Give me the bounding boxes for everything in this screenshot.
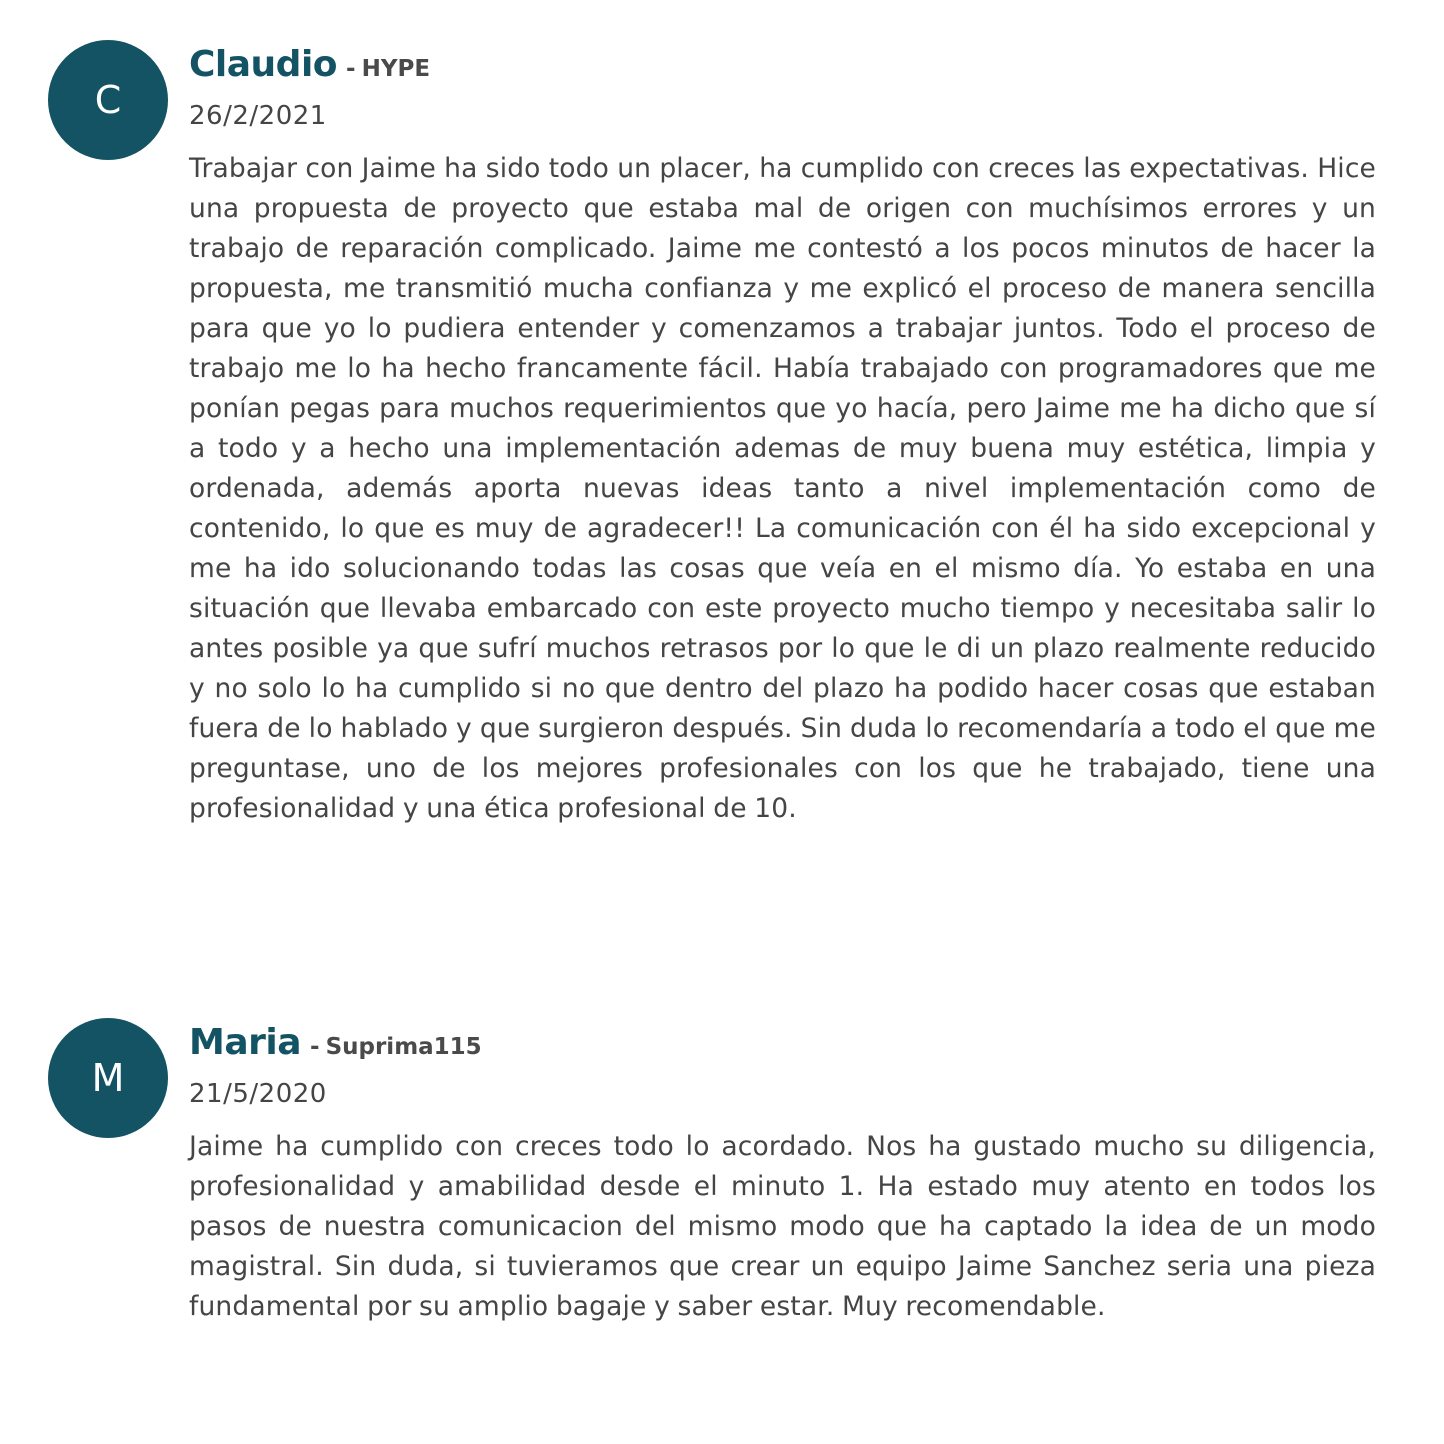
- author-line: [189, 44, 1376, 90]
- review-text: Jaime ha cumplido con creces todo lo acordado. Nos ha gustado mucho su diligencia, profesionalidad y amabilidad desde el minuto 1. Ha estado muy atento en todos los pasos de nuestra comunicacion del mismo modo que ha captado la idea de un modo magistral. Sin duda, si tuvieramos que crear un equipo Jaime Sanchez seria una pieza fundamental por su amplio bagaje y saber estar. Muy recomendable.: [189, 1131, 1376, 1322]
- review-content: [189, 1018, 1376, 1354]
- avatar: [48, 40, 168, 160]
- avatar-initial: C: [94, 78, 122, 122]
- author-company: Suprima115: [325, 1034, 482, 1060]
- review-content: [189, 40, 1376, 856]
- review-date: 21/5/2020: [189, 1079, 327, 1109]
- author-name: Claudio: [189, 44, 338, 85]
- author-separator: -: [346, 56, 356, 82]
- author-line: [189, 1022, 1376, 1068]
- avatar: [48, 1018, 168, 1138]
- author-name: Maria: [189, 1022, 302, 1063]
- review-date: 26/2/2021: [189, 101, 327, 131]
- avatar-initial: M: [91, 1056, 125, 1100]
- author-separator: -: [310, 1034, 320, 1060]
- review-text: Trabajar con Jaime ha sido todo un placer, ha cumplido con creces las expectativas. Hice una propuesta de proyecto que estaba mal de origen con muchísimos errores y un trabajo de reparación complicado. Jaime me contestó a los pocos minutos de hacer la propuesta, me transmitió mucha confianza y me explicó el proceso de manera sencilla para que yo lo pudiera entender y comenzamos a trabajar juntos. Todo el proceso de trabajo me lo ha hecho francamente fácil. Había trabajado con programadores que me ponían pegas para muchos requerimientos que yo hacía, pero Jaime me ha dicho que sí a todo y a hecho una implementación ademas de muy buena muy estética, limpia y ordenada, además aporta nuevas ideas tanto a nivel implementación como de contenido, lo que es muy de agradecer!! La comunicación con él ha sido excepcional y me ha ido solucionando todas las cosas que veía en el mismo día. Yo estaba en una situación que llevaba embarcado con este proyecto mucho tiempo y necesitaba salir lo antes posible ya que sufrí muchos retrasos por lo que le di un plazo realmente reducido y no solo lo ha cumplido si no que dentro del plazo ha podido hacer cosas que estaban fuera de lo hablado y que surgieron después. Sin duda lo recomendaría a todo el que me preguntase, uno de los mejores profesionales con los que he trabajado, tiene una profesionalidad y una ética profesional de 10.: [189, 153, 1376, 824]
- author-company: HYPE: [361, 56, 431, 82]
